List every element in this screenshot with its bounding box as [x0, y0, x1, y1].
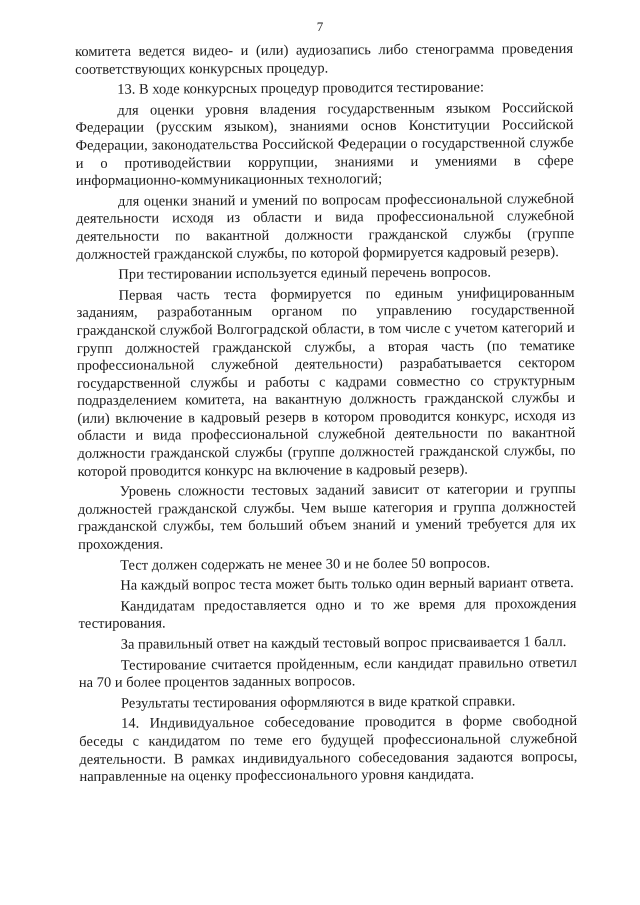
- paragraph-item-14: 14. Индивидуальное собеседование проводится в форме свободной беседы с кандидатом по теме его будущей профессиональной служебной деятельности. В рамках индивидуального собеседования задаются вопросы, направленные на оценку профессионального уровня кандидата.: [79, 713, 578, 786]
- paragraph-testing-language: для оценки уровня владения государственным языком Российской Федерации (русским языком), знаниями основ Конституции Российской Федерации, законодательства Российской Федерации о государственной службе и о противодействии коррупции, знаниями и умениями в сфере информационно-коммуникационных технологий;: [75, 99, 574, 190]
- paragraph-question-count: Тест должен содержать не менее 30 и не более 50 вопросов.: [120, 555, 491, 574]
- paragraph-test-structure: Первая часть теста формируется по единым унифицированным заданиям, разработанным органом по управлению государственной гражданской службой Волгоградской области, в том числе с учетом категорий и групп должностей гражданской службы, а вторая часть (по тематике профессиональной служебной деятельности) разрабатывается сектором государственной службы и работы с кадрами совместно со структурным подразделением комитета, на вакантную должность гражданской службы и (или) включение в кадровый резерв в котором проводится конкурс, исходя из области и вида профессиональной служебной деятельности по вакантной должности гражданской службы (группе должностей гражданской службы, по которой проводится конкурс на включение в кадровый резерв).: [76, 284, 576, 480]
- paragraph-pass-threshold: Тестирование считается пройденным, если кандидат правильно ответил на 70 и более процентов заданных вопросов.: [78, 654, 577, 692]
- paragraph-single-answer: На каждый вопрос теста может быть только один верный вариант ответа.: [120, 575, 574, 594]
- paragraph-item-13: 13. В ходе конкурсных процедур проводится тестирование:: [117, 79, 485, 98]
- paragraph-question-list: При тестировании используется единый перечень вопросов.: [118, 264, 492, 283]
- paragraph-scoring: За правильный ответ на каждый тестовый вопрос присваивается 1 балл.: [120, 634, 567, 653]
- paragraph-equal-time: Кандидатам предоставляется одно и то же время для прохождения тестирования.: [78, 595, 577, 633]
- paragraph-continuation: комитета ведется видео- и (или) аудиозапись либо стенограмма проведения соответствующих конкурсных процедур.: [75, 40, 574, 78]
- paragraph-results: Результаты тестирования оформляются в виде краткой справки.: [120, 693, 516, 712]
- page-number: 7: [316, 19, 324, 34]
- paragraph-testing-professional: для оценки знаний и умений по вопросам профессиональной служебной деятельности исходя из области и вида профессиональной служебной деятельности по вакантной должности гражданской службы (группе должностей гражданской службы, по которой формируется кадровый резерв).: [76, 190, 575, 263]
- paragraph-test-difficulty: Уровень сложности тестовых заданий зависит от категории и группы должностей гражданской службы. Чем выше категория и группа должностей гражданской службы, тем больший объем знаний и умений требуется для их прохождения.: [77, 481, 576, 554]
- document-body: [75, 41, 578, 790]
